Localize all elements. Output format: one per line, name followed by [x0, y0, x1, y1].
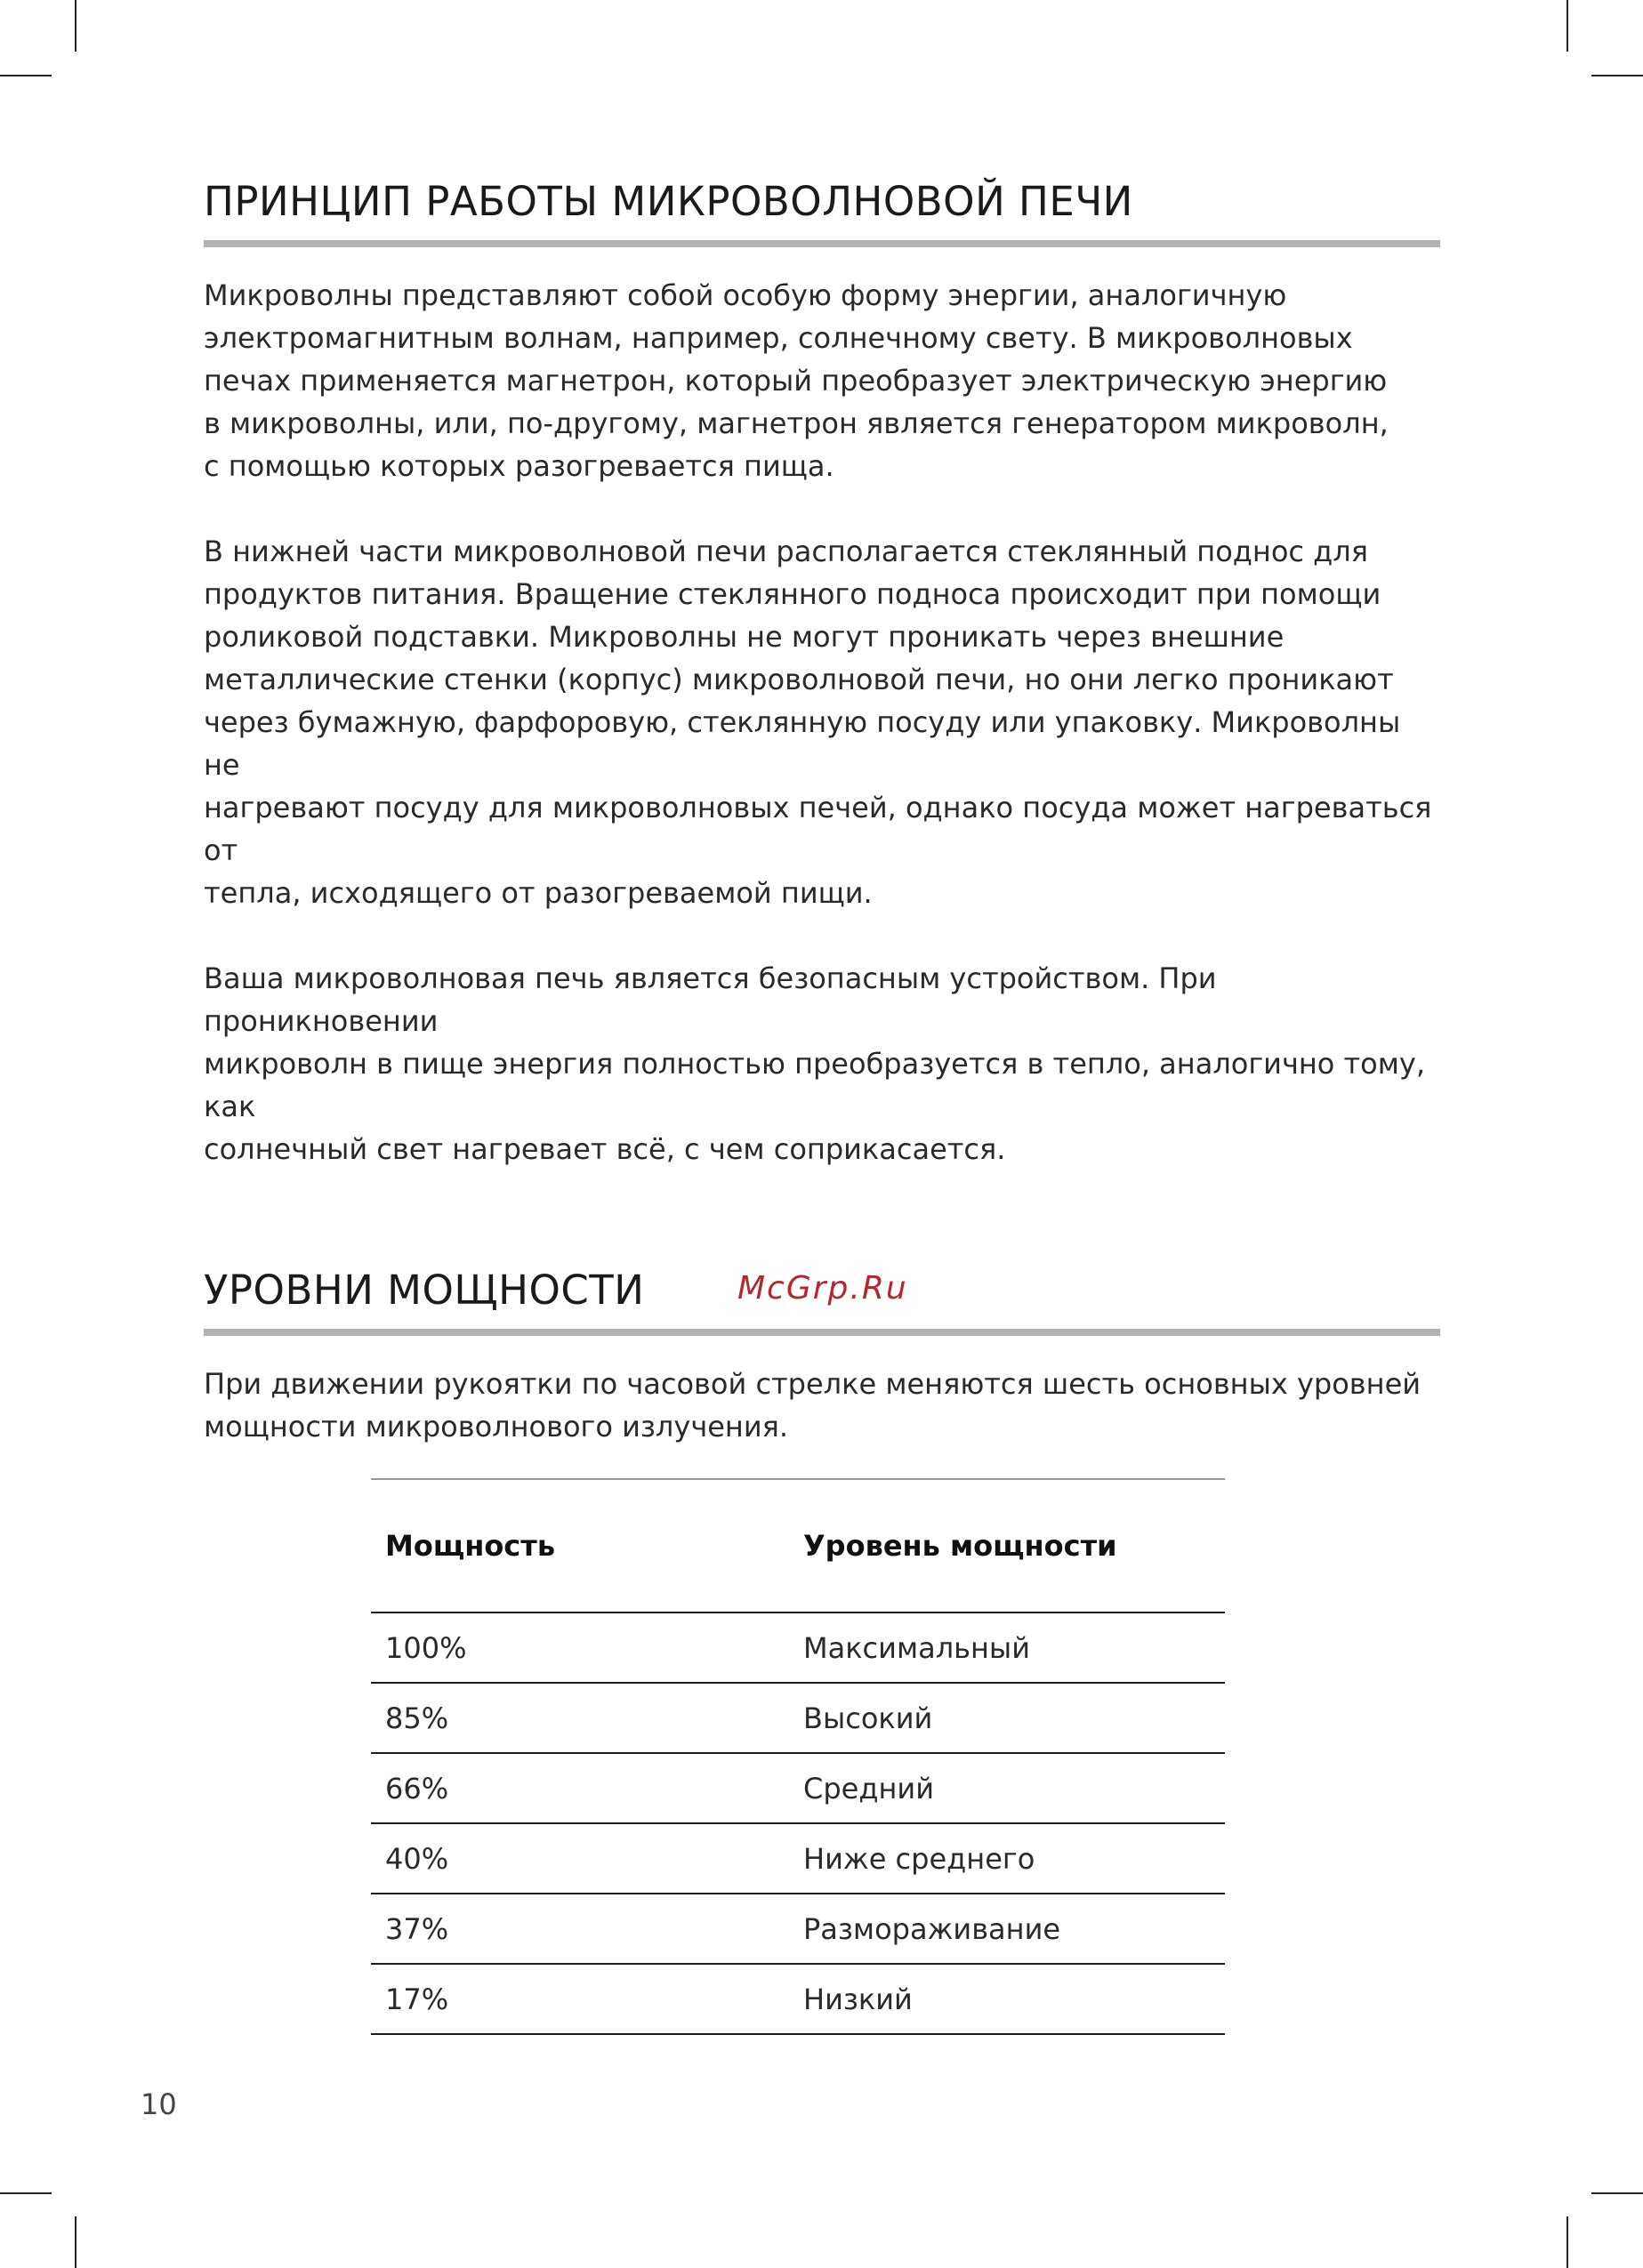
table-row: [371, 1894, 1225, 1964]
level-cell: Размораживание: [789, 1894, 1225, 1964]
crop-mark: [1566, 2216, 1568, 2268]
table-header-row: [371, 1479, 1225, 1613]
table-row: [371, 1964, 1225, 2034]
paragraph: Микроволны представляют собой особую форму энергии, аналогичную электромагнитным волнам, например, солнечному свету. В микроволновых печах применяется магнетрон, который преобразует электрическую энергию в микроволны, или, по-другому, магнетрон является генератором микроволн, с помощью которых разогревается пища.: [204, 278, 1389, 483]
section-title: УРОВНИ МОЩНОСТИ: [204, 1267, 1440, 1336]
watermark: McGrp.Ru: [737, 1270, 908, 1307]
table-row: [371, 1823, 1225, 1894]
page-number: 10: [141, 2087, 177, 2121]
section-power-levels: [204, 1267, 1440, 2035]
power-cell: 37%: [371, 1894, 789, 1964]
crop-mark: [75, 2216, 77, 2268]
section-title: ПРИНЦИП РАБОТЫ МИКРОВОЛНОВОЙ ПЕЧИ: [204, 178, 1440, 247]
table-row: [371, 1683, 1225, 1753]
crop-mark: [0, 2192, 52, 2194]
crop-mark: [0, 75, 52, 76]
level-cell: Средний: [789, 1753, 1225, 1823]
power-cell: 100%: [371, 1613, 789, 1683]
crop-mark: [75, 0, 77, 52]
table-row: [371, 1753, 1225, 1823]
paragraph: Ваша микроволновая печь является безопасным устройством. При проникновении микроволн в пище энергия полностью преобразуется в тепло, аналогично тому, как солнечный свет нагревает всё, с чем соприкасается.: [204, 961, 1425, 1166]
level-cell: Высокий: [789, 1683, 1225, 1753]
intro-paragraph: При движении рукоятки по часовой стрелке меняются шесть основных уровней мощности микроволнового излучения.: [204, 1367, 1422, 1444]
level-cell: Низкий: [789, 1964, 1225, 2034]
title-row: [204, 1267, 1440, 1336]
paragraph: В нижней части микроволновой печи располагается стеклянный поднос для продуктов питания. Вращение стеклянного подноса происходит при помощи роликовой подставки. Микроволны не могут проникать через внешние металлические стенки (корпус) микроволновой печи, но они легко проникают через бумажную, фарфоровую, стеклянную посуду или упаковку. Микроволны не нагревают посуду для микроволновых печей, однако посуда может нагреваться от тепла, исходящего от разогреваемой пищи.: [204, 535, 1432, 910]
page-content: [204, 178, 1440, 2035]
section-microwave-principle: [204, 178, 1440, 1170]
table-row: [371, 1613, 1225, 1683]
power-cell: 40%: [371, 1823, 789, 1894]
power-levels-table: [371, 1478, 1225, 2035]
power-cell: 17%: [371, 1964, 789, 2034]
crop-mark: [1591, 75, 1643, 76]
level-cell: Максимальный: [789, 1613, 1225, 1683]
column-header-level: Уровень мощности: [803, 1529, 1117, 1563]
level-cell: Ниже среднего: [789, 1823, 1225, 1894]
power-cell: 66%: [371, 1753, 789, 1823]
column-header-power: Мощность: [385, 1529, 556, 1563]
crop-mark: [1591, 2192, 1643, 2194]
power-cell: 85%: [371, 1683, 789, 1753]
crop-mark: [1566, 0, 1568, 52]
